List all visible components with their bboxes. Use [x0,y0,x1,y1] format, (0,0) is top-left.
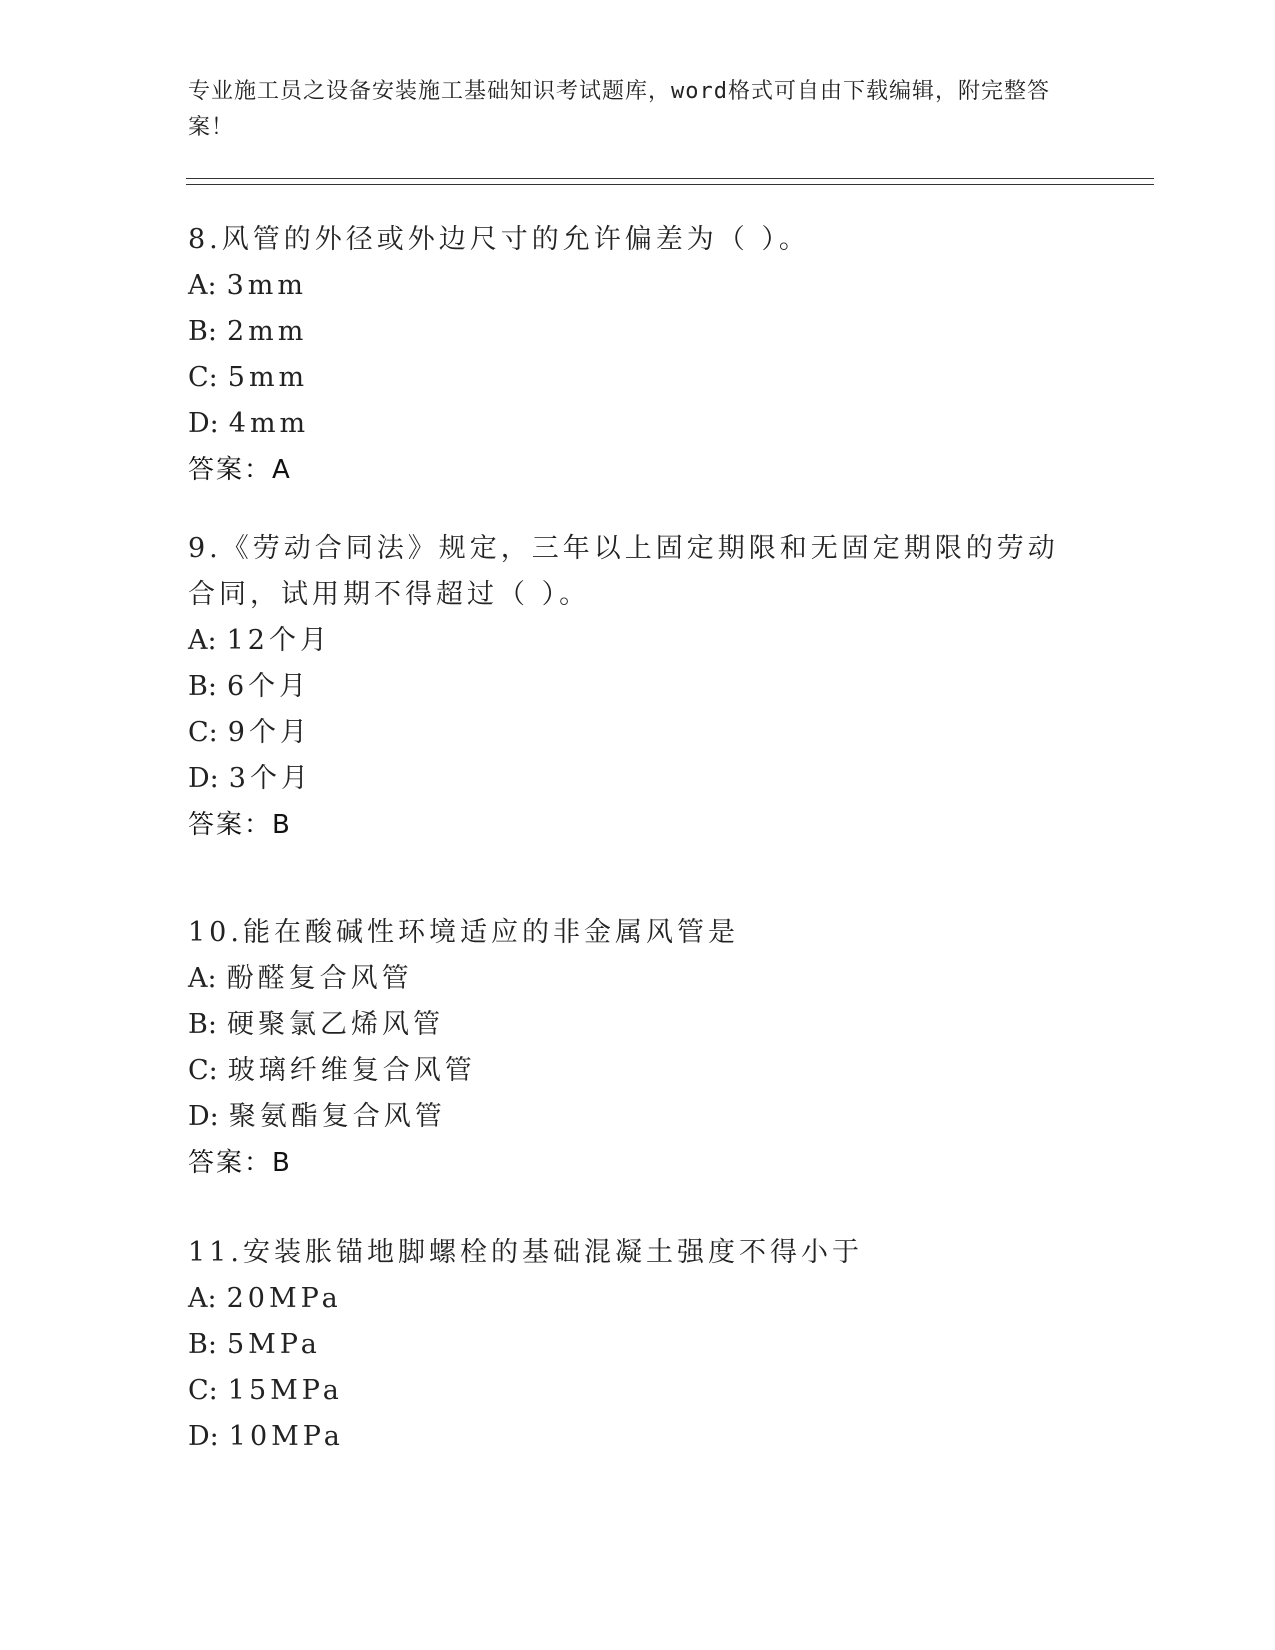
option-text: 3mm [226,270,307,301]
question-10 [188,910,1088,1186]
option-d: D: 3个月 [188,763,312,794]
option-b: B: 6个月 [188,671,311,702]
option-b: B: 2mm [188,316,308,347]
document-header-text: 专业施工员之设备安装施工基础知识考试题库，word格式可自由下载编辑，附完整答案！ [188,79,1050,140]
option-key: C [188,1055,209,1086]
option-d: D: 4mm [188,408,310,439]
option-d: D: 聚氨酯复合风管 [188,1101,446,1132]
answer-value: B [272,1148,292,1178]
option-a: A: 3mm [188,270,307,301]
option-text: 9个月 [227,717,311,748]
option-text: 聚氨酯复合风管 [228,1101,446,1132]
option-c: C: 15MPa [188,1375,343,1406]
option-key: D [188,408,210,439]
option-key: D [188,763,210,794]
answer-value: A [272,455,292,485]
option-b: B: 5MPa [188,1329,321,1360]
option-text: 硬聚氯乙烯风管 [226,1009,444,1040]
answer-line [188,1140,1088,1186]
header-divider-top [186,178,1154,179]
option-key: A [188,1283,208,1314]
option-d: D: 10MPa [188,1421,344,1452]
option-c: C: 5mm [188,362,309,393]
option-a: A: 20MPa [188,1283,342,1314]
option-text: 5mm [227,362,309,393]
option-key: B [188,671,208,702]
question-9 [188,526,1088,848]
question-stem: 9.《劳动合同法》规定，三年以上固定期限和无固定期限的劳动合同，试用期不得超过（ ）。 [188,533,1059,610]
option-key: B [188,1329,208,1360]
option-c: C: 9个月 [188,717,311,748]
option-text: 5MPa [226,1329,321,1360]
option-key: A [188,270,208,301]
option-a: A: 酚醛复合风管 [188,963,413,994]
answer-label: 答案： [188,455,273,485]
question-8 [188,217,1088,493]
option-text: 3个月 [228,763,312,794]
option-key: A [188,963,208,994]
question-stem: 10.能在酸碱性环境适应的非金属风管是 [188,917,739,948]
option-key: A [188,625,208,656]
question-11 [188,1230,1088,1460]
option-text: 4mm [228,408,310,439]
option-a: A: 12个月 [188,625,331,656]
question-stem: 11.安装胀锚地脚螺栓的基础混凝土强度不得小于 [188,1237,863,1268]
option-text: 12个月 [226,625,331,656]
option-text: 2mm [226,316,308,347]
option-key: D [188,1421,210,1452]
option-key: B [188,316,208,347]
option-text: 15MPa [227,1375,343,1406]
answer-label: 答案： [188,1148,273,1178]
answer-line [188,447,1088,493]
option-text: 10MPa [228,1421,344,1452]
header-divider-bottom [186,184,1154,185]
option-key: D [188,1101,210,1132]
answer-label: 答案： [188,810,273,840]
option-key: C [188,362,209,393]
option-key: B [188,1009,208,1040]
answer-line [188,802,1088,848]
option-key: C [188,717,209,748]
option-c: C: 玻璃纤维复合风管 [188,1055,476,1086]
option-text: 玻璃纤维复合风管 [227,1055,476,1086]
option-b: B: 硬聚氯乙烯风管 [188,1009,444,1040]
answer-value: B [272,810,292,840]
question-stem: 8.风管的外径或外边尺寸的允许偏差为（ ）。 [188,224,810,255]
option-text: 20MPa [226,1283,342,1314]
option-text: 酚醛复合风管 [226,963,413,994]
option-text: 6个月 [226,671,311,702]
option-key: C [188,1375,209,1406]
